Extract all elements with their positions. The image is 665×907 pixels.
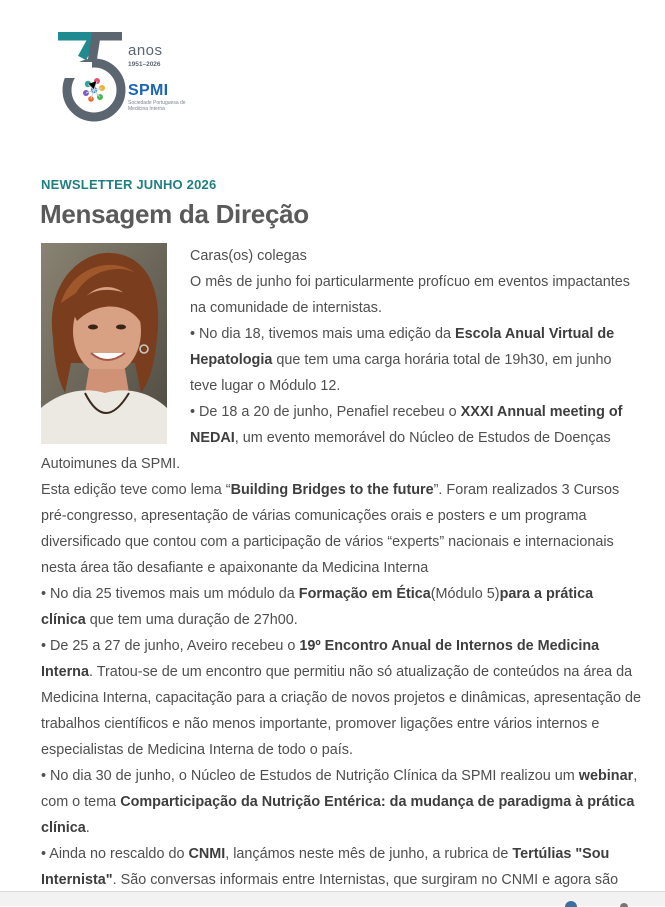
photo-text-wrap-spacer [41, 243, 190, 446]
tertulias-label: Tertúlias "Sou Internista" [41, 846, 610, 888]
logo-75-icon [56, 32, 128, 127]
webinar-label: webinar [578, 768, 634, 784]
etica-course-name: Formação em Ética [298, 586, 431, 602]
internos-event-name: 19º Encontro Anual de Internos de Medicina Interna [41, 638, 600, 680]
cnmi-label: CNMI [188, 846, 226, 862]
intro-paragraph: O mês de junho foi particularmente profícuo em eventos impactantes na comunidade de internistas. [190, 274, 630, 316]
message-body [41, 243, 641, 893]
etica-paragraph: • No dia 25 tivemos mais um módulo da Formação em Ética(Módulo 5)para a prática clínica que tem uma duração de 27h00. [41, 586, 594, 628]
page-title: Mensagem da Direção [40, 199, 309, 229]
logo-spmi-label: SPMI [128, 82, 169, 99]
hepatologia-link-text: Escola Anual Virtual de Hepatologia [190, 326, 615, 368]
logo-years-label: 1951–2026 [128, 61, 161, 68]
tertulias-paragraph: • Ainda no rescaldo do CNMI, lançámos neste mês de junho, a rubrica de Tertúlias "Sou Internista". São conversas informais entre Internistas, que surgiram no CNMI e agora são [41, 846, 619, 888]
toolbar-app-icon [565, 901, 577, 907]
etica-course-subtitle: para a prática clínica [41, 586, 594, 628]
bottom-toolbar-edge [0, 891, 665, 906]
internos-paragraph: • De 25 a 27 de junho, Aveiro recebeu o 19º Encontro Anual de Internos de Medicina Interna. Tratou-se de um encontro que permitiu não só atualização de conteúdos na área da Medicina Interna, capacitação para a criação de novos projetos e dinâmicas, apresentação de trabalhos científicos e não menos importante, promover ligações entre vários internos e especialistas de Medicina Interna de todo o país. [41, 638, 641, 758]
logo-spmi-subtitle: Sociedade Portuguesa de Medicina Interna [128, 100, 186, 112]
greeting-paragraph: Caras(os) colegas [190, 248, 307, 264]
spmi-75-anos-logo [56, 32, 186, 127]
newsletter-kicker: NEWSLETTER JUNHO 2026 [41, 177, 217, 192]
nedai-paragraph: • De 18 a 20 de junho, Penafiel recebeu o XXXI Annual meeting of NEDAI, um evento memorável do Núcleo de Estudos de Doenças Autoimunes da SPMI. [41, 404, 623, 472]
webinar-topic: Comparticipação da Nutrição Entérica: da mudança de paradigma à prática clínica [41, 794, 635, 836]
logo-anos-label: anos [128, 42, 163, 59]
hepatologia-paragraph: • No dia 18, tivemos mais uma edição da Escola Anual Virtual de Hepatologia que tem uma carga horária total de 19h30, em junho teve lugar o Módulo 12. [190, 326, 615, 394]
toolbar-settings-icon [620, 903, 628, 907]
lema-paragraph: Esta edição teve como lema “Building Bridges to the future”. Foram realizados 3 Cursos pré-congresso, apresentação de várias comunicações orais e posters e um programa diversificado que contou com a participação de vários “experts” nacionais e internacionais nesta área tão desafiante e apaixonante da Medicina Interna [41, 482, 620, 576]
lema-text: Building Bridges to the future [230, 482, 434, 498]
nedai-event-name: XXXI Annual meeting of NEDAI [190, 404, 623, 446]
webinar-paragraph: • No dia 30 de junho, o Núcleo de Estudos de Nutrição Clínica da SPMI realizou um webinar, com o tema Comparticipação da Nutrição Entérica: da mudança de paradigma à prática clínica. [41, 768, 638, 836]
